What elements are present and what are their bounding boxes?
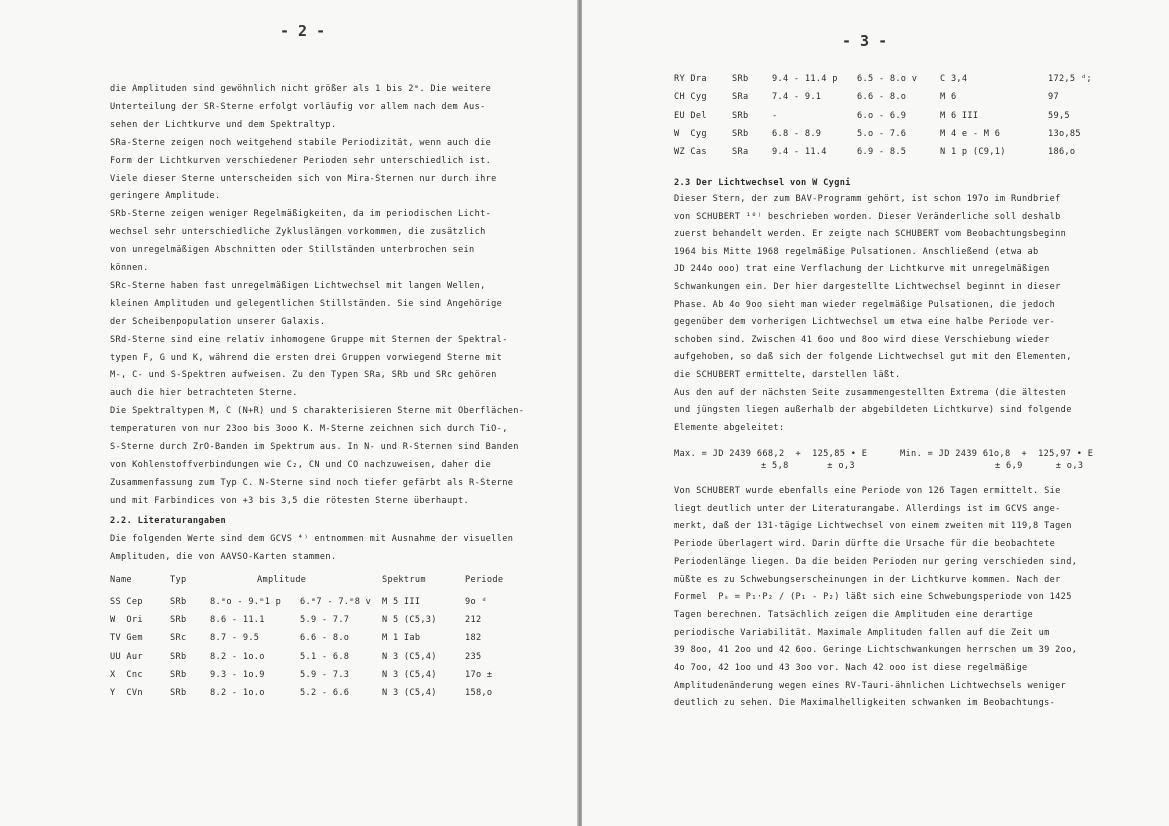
cell-typ: SRb [732,128,749,139]
text-line: 39 8oo, 41 2oo und 42 6oo. Geringe Lichtschwankungen herrschen um 39 2oo, [674,645,1078,656]
cell-periode: 97 [1048,92,1059,103]
text-line: Amplitudenänderung wegen eines RV-Tauri-ähnlichen Lichtwechsels weniger [674,680,1067,691]
cell-amp2: 6.ᵐ7 - 7.ᵐ8 v [300,597,372,607]
cell-periode: 186,o [1048,147,1076,158]
cell-amp1: 8.ᵐo - 9.ᵐ1 p [210,597,282,607]
text-line: SRa-Sterne zeigen noch weitgehend stabile Periodizität, wenn auch die [110,137,492,148]
cell-amp1: 8.2 - 1o.o [210,651,265,662]
cell-spektrum: N 1 p (C9,1) [940,147,1006,158]
min-errors: ± 6,9 ± o,3 [995,461,1084,471]
cell-amp2: 6.9 - 8.5 [857,147,907,158]
cell-typ: SRb [170,688,187,698]
text-line: M-, C- und S-Spektren aufweisen. Zu den Typen SRa, SRb und SRc gehören [110,370,497,381]
cell-typ: SRb [170,669,187,680]
cell-amp2: 6.6 - 8.o [300,633,350,644]
col-header-amplitude: Amplitude [257,575,307,585]
text-line: zuerst behandelt werden. Er zeigte nach SCHUBERT vom Beobachtungsbeginn [674,229,1067,240]
text-line: Von SCHUBERT wurde ebenfalls eine Periode von 126 Tagen ermittelt. Sie [674,486,1061,496]
text-line: Periodenlänge liegen. Da die beiden Perioden nur gering verschieden sind, [674,556,1078,567]
text-line: Phase. Ab 4o 9oo sieht man wieder regelmäßige Pulsationen, die jedoch [674,299,1056,310]
text-line: von Kohlenstoffverbindungen wie C₂, CN und CO nachzuweisen, daher die [110,459,492,470]
text-line: aufgehoben, so daß sich der folgende Lichtwechsel gut mit den Elementen, [674,352,1072,363]
text-line: Zusammenfassung zum Typ C. N-Sterne sind noch tiefer gefärbt als R-Sterne [110,477,514,488]
cell-name: UU Aur [110,651,143,662]
col-header-spektrum: Spektrum [382,575,426,585]
cell-spektrum: N 3 (C5,4) [382,688,437,698]
cell-periode: 9o ᵈ [465,597,487,607]
text-line: und jüngsten liegen außerhalb der abgebildeten Lichtkurve) sind folgende [674,405,1072,416]
cell-spektrum: M 5 III [382,597,421,607]
cell-typ: SRa [732,147,749,158]
cell-amp1: 9.3 - 1o.9 [210,669,265,680]
text-line: Form der Lichtkurven verschiedener Perioden sehr unterschiedlich ist. [110,155,492,166]
text-line: die SCHUBERT ermittelte, darstellen läßt. [674,370,901,380]
cell-periode: 172,5 ᵈ; [1048,74,1092,84]
text-line: müßte es zu Schwebungserscheinungen in der Lichtkurve kommen. Nach der [674,574,1061,585]
text-line: 4o 7oo, 42 1oo und 43 3oo vor. Nach 42 ooo ist diese regelmäßige [674,663,1028,673]
cell-periode: 235 [465,651,482,662]
cell-spektrum: C 3,4 [940,74,968,84]
cell-amp1: - [772,110,778,121]
text-line: von unregelmäßigen Abschnitten oder Stillständen unterbrochen sein [110,245,475,256]
text-line: Aus den auf der nächsten Seite zusammengestellten Extrema (die ältesten [674,387,1067,398]
cell-spektrum: M 6 III [940,110,979,121]
text-line: gegenüber dem vorherigen Lichtwechsel um etwa eine halbe Periode ver- [674,317,1056,328]
text-line: Schwankungen ein. Der hier dargestellte Lichtwechsel beginnt in dieser [674,282,1061,292]
cell-amp2: 5.9 - 7.3 [300,669,350,680]
cell-typ: SRb [732,74,749,84]
text-line: Die folgenden Werte sind dem GCVS ⁴⁾ entnommen mit Ausnahme der visuellen [110,534,514,544]
cell-amp1: 6.8 - 8.9 [772,128,822,139]
cell-spektrum: M 6 [940,92,957,103]
cell-amp1: 9.4 - 11.4 [772,147,827,158]
max-errors: ± 5,8 ± o,3 [761,461,855,471]
text-line: periodische Variabilität. Maximale Amplituden fallen auf die Zeit um [674,627,1050,638]
text-line: temperaturen von nur 23oo bis 3ooo K. M-Sterne zeichnen sich durch TiO-, [110,424,508,435]
cell-name: SS Cep [110,597,143,607]
text-line: wechsel sehr unterschiedliche Zykluslängen vorkommen, die zusätzlich [110,227,486,238]
cell-amp2: 6.o - 6.9 [857,110,907,121]
page-number: - 2 - [280,22,326,40]
cell-amp2: 5.2 - 6.6 [300,688,350,698]
cell-spektrum: N 3 (C5,4) [382,669,437,680]
cell-spektrum: M 4 e - M 6 [940,128,1001,139]
text-line: Tagen berechnen. Tatsächlich zeigen die Amplituden eine derartige [674,609,1034,620]
max-formula: Max. = JD 2439 668,2 + 125,85 • E [674,449,868,459]
page-number: - 3 - [842,32,888,50]
text-line: auch die hier betrachteten Sterne. [110,388,298,399]
cell-amp2: 5.1 - 6.8 [300,651,350,662]
cell-amp1: 8.2 - 1o.o [210,688,265,698]
left-page [0,0,578,826]
text-line: SRc-Sterne haben fast unregelmäßigen Lichtwechsel mit langen Wellen, [110,280,486,291]
cell-typ: SRb [170,615,187,626]
text-line: kleinen Amplituden und gelegentlichen Stillständen. Sie sind Angehörige [110,298,503,309]
text-line: 1964 bis Mitte 1968 regelmäßige Pulsationen. Anschließend (etwa ab [674,246,1039,257]
cell-spektrum: M 1 Iab [382,633,421,644]
cell-periode: 59,5 [1048,110,1070,121]
section-heading: 2.2. Literaturangaben [110,516,227,526]
cell-name: Y CVn [110,688,143,698]
text-line: SRb-Sterne zeigen weniger Regelmäßigkeiten, da im periodischen Licht- [110,209,492,220]
text-line: deutlich zu sehen. Die Maximalhelligkeiten schwanken im Beobachtungs- [674,698,1056,709]
text-line: Dieser Stern, der zum BAV-Programm gehört, ist schon 197o im Rundbrief [674,194,1061,204]
cell-amp1: 8.7 - 9.5 [210,633,260,644]
cell-name: CH Cyg [674,92,707,103]
cell-typ: SRa [732,92,749,103]
section-heading: 2.3 Der Lichtwechsel von W Cygni [674,178,851,188]
cell-typ: SRb [732,110,749,121]
col-header-periode: Periode [465,575,504,585]
text-line: schoben sind. Zwischen 41 6oo und 8oo wird diese Verschiebung wieder [674,334,1050,345]
text-line: SRd-Sterne sind eine relativ inhomogene Gruppe mit Sternen der Spektral- [110,334,508,345]
cell-name: RY Dra [674,74,707,84]
cell-amp2: 6.6 - 8.o [857,92,907,103]
cell-spektrum: N 3 (C5,4) [382,651,437,662]
cell-amp2: 6.5 - 8.o v [857,74,918,84]
text-line: JD 244o ooo) trat eine Verflachung der Lichtkurve mit unregelmäßigen [674,264,1050,275]
cell-amp1: 8.6 - 11.1 [210,615,265,626]
text-line: Formel Pₛ = P₁·P₂ / (P₁ - P₂) läßt sich eine Schwebungsperiode von 1425 [674,592,1072,603]
cell-periode: 17o ± [465,669,493,680]
text-line: sehen der Lichtkurve und dem Spektraltyp. [110,119,337,130]
col-header-typ: Typ [170,575,187,585]
cell-name: EU Del [674,110,707,121]
text-line: merkt, daß der 131-tägige Lichtwechsel von einem zweiten mit 119,8 Tagen [674,521,1072,532]
cell-periode: 212 [465,615,482,626]
text-line: Die Spektraltypen M, C (N+R) und S charakterisieren Sterne mit Oberflächen- [110,406,525,417]
cell-name: W Ori [110,615,143,626]
cell-name: W Cyg [674,128,707,139]
text-line: Amplituden, die von AAVSO-Karten stammen. [110,551,337,562]
cell-typ: SRb [170,597,187,607]
text-line: geringere Amplitude. [110,191,221,202]
text-line: Periode überlagert wird. Darin dürfte die Ursache für die beobachtete [674,539,1056,550]
text-line: Elemente abgeleitet: [674,422,785,433]
cell-spektrum: N 5 (C5,3) [382,615,437,626]
cell-name: TV Gem [110,633,143,644]
text-line: die Amplituden sind gewöhnlich nicht größer als 1 bis 2ᵐ. Die weitere [110,84,492,94]
text-line: der Scheibenpopulation unserer Galaxis. [110,316,326,327]
text-line: von SCHUBERT ¹⁰⁾ beschrieben worden. Dieser Veränderliche soll deshalb [674,211,1061,222]
cell-name: WZ Cas [674,147,707,158]
cell-amp1: 9.4 - 11.4 p [772,74,838,84]
text-line: können. [110,263,149,273]
cell-periode: 158,o [465,688,493,698]
text-line: Viele dieser Sterne unterscheiden sich von Mira-Sternen nur durch ihre [110,173,497,184]
text-line: Unterteilung der SR-Sterne erfolgt vorläufig vor allem nach dem Aus- [110,101,486,112]
cell-amp2: 5.9 - 7.7 [300,615,350,626]
min-formula: Min. = JD 2439 61o,8 + 125,97 • E [900,449,1094,459]
cell-amp2: 5.o - 7.6 [857,128,907,139]
text-line: liegt deutlich unter der Literaturangabe. Allerdings ist im GCVS ange- [674,503,1061,514]
cell-name: X Cnc [110,669,143,680]
cell-periode: 182 [465,633,482,644]
cell-typ: SRc [170,633,187,644]
text-line: typen F, G und K, während die ersten drei Gruppen vorwiegend Sterne mit [110,352,503,363]
text-line: S-Sterne durch ZrO-Banden im Spektrum aus. In N- und R-Sternen sind Banden [110,442,519,452]
right-page [582,0,1169,826]
cell-amp1: 7.4 - 9.1 [772,92,822,103]
text-line: und mit Farbindices von +3 bis 3,5 die rötesten Sterne überhaupt. [110,495,470,506]
col-header-name: Name [110,575,132,585]
cell-typ: SRb [170,651,187,662]
cell-periode: 13o,85 [1048,128,1081,139]
